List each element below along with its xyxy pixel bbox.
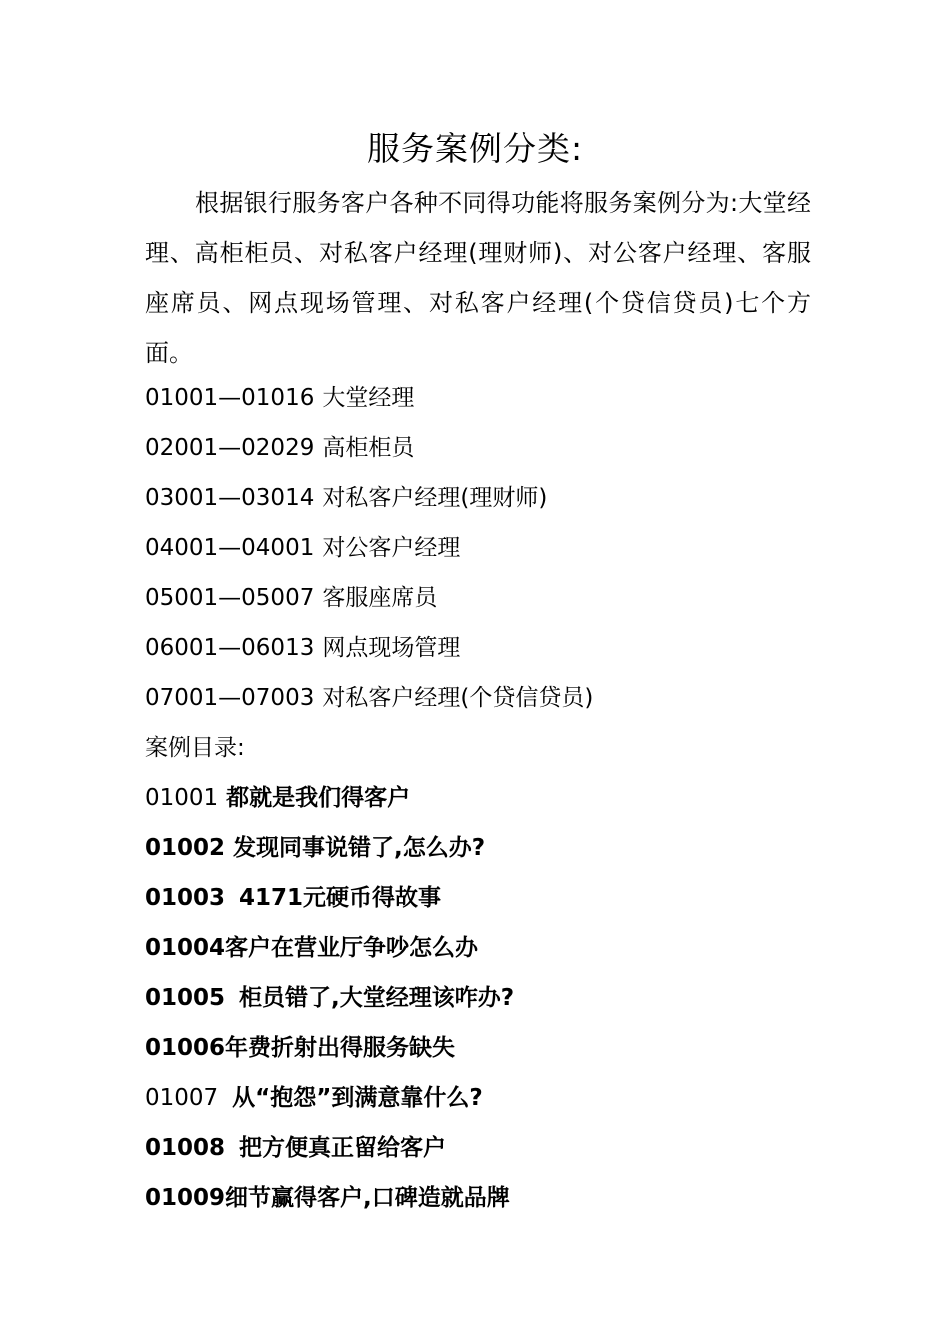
category-line bbox=[145, 683, 593, 713]
category-line bbox=[145, 383, 414, 413]
case-item bbox=[145, 1083, 483, 1113]
case-code: 01006 bbox=[145, 1035, 226, 1061]
case-item bbox=[145, 1033, 455, 1063]
category-range: 04001—04001 bbox=[145, 535, 315, 561]
toc-heading: 案例目录: bbox=[145, 735, 245, 761]
case-title: 细节赢得客户,口碑造就品牌 bbox=[225, 1185, 510, 1211]
category-name: 客服座席员 bbox=[322, 585, 438, 611]
category-range: 07001—07003 bbox=[145, 685, 315, 711]
case-code: 01003 bbox=[145, 885, 226, 911]
case-title: 发现同事说错了,怎么办? bbox=[233, 835, 486, 861]
category-name: 对公客户经理 bbox=[322, 535, 461, 561]
case-code: 01004 bbox=[145, 935, 226, 961]
category-line bbox=[145, 433, 414, 463]
category-name: 对私客户经理(理财师) bbox=[322, 485, 548, 511]
category-name: 大堂经理 bbox=[322, 385, 415, 411]
case-code: 01001 bbox=[145, 785, 219, 811]
category-range: 01001—01016 bbox=[145, 385, 315, 411]
case-title: 年费折射出得服务缺失 bbox=[225, 1035, 456, 1061]
case-code: 01009 bbox=[145, 1185, 226, 1211]
case-title: 4171元硬币得故事 bbox=[239, 885, 442, 911]
case-title: 从“抱怨”到满意靠什么? bbox=[232, 1085, 483, 1111]
case-code: 01008 bbox=[145, 1135, 226, 1161]
case-item bbox=[145, 933, 478, 963]
category-name: 高柜柜员 bbox=[322, 435, 415, 461]
category-name: 对私客户经理(个贷信贷员) bbox=[322, 685, 594, 711]
case-item bbox=[145, 1133, 446, 1163]
case-code: 01007 bbox=[145, 1085, 219, 1111]
case-title: 把方便真正留给客户 bbox=[239, 1135, 447, 1161]
case-item bbox=[145, 983, 514, 1013]
category-line bbox=[145, 583, 437, 613]
case-title: 柜员错了,大堂经理该咋办? bbox=[239, 985, 515, 1011]
category-line bbox=[145, 483, 547, 513]
case-title: 都就是我们得客户 bbox=[226, 785, 411, 811]
case-item bbox=[145, 1183, 510, 1213]
category-range: 05001—05007 bbox=[145, 585, 315, 611]
case-code: 01005 bbox=[145, 985, 226, 1011]
case-item bbox=[145, 783, 410, 813]
category-line bbox=[145, 533, 460, 563]
case-code: 01002 bbox=[145, 835, 226, 861]
category-range: 02001—02029 bbox=[145, 435, 315, 461]
case-item bbox=[145, 883, 441, 913]
category-name: 网点现场管理 bbox=[322, 635, 461, 661]
document-title: 服务案例分类: bbox=[366, 129, 584, 168]
intro-paragraph: 根据银行服务客户各种不同得功能将服务案例分为:大堂经理、高柜柜员、对私客户经理(理财师)、对公客户经理、客服座席员、网点现场管理、对私客户经理(个贷信贷员)七个方面。 bbox=[145, 189, 811, 367]
case-item bbox=[145, 833, 485, 863]
category-line bbox=[145, 633, 460, 663]
category-range: 03001—03014 bbox=[145, 485, 315, 511]
category-range: 06001—06013 bbox=[145, 635, 315, 661]
case-title: 客户在营业厅争吵怎么办 bbox=[225, 935, 479, 961]
